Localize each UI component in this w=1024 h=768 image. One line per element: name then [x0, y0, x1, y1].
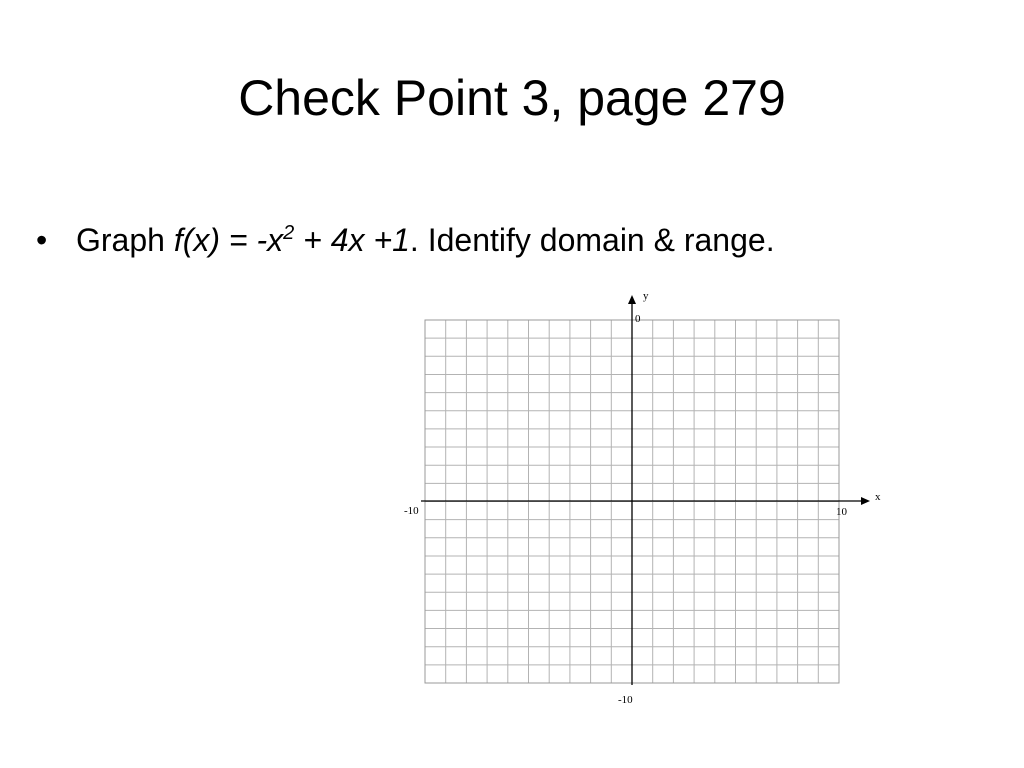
y-min-label: -10: [618, 694, 633, 706]
bullet-text: [76, 214, 896, 266]
slide-title: Check Point 3, page 279: [238, 70, 786, 126]
function-expression: [174, 222, 410, 258]
y-axis-arrow: [628, 295, 636, 304]
grid-svg: [396, 285, 896, 710]
coordinate-grid: [396, 285, 896, 710]
bullet-instruction: . Identify domain & range.: [409, 222, 775, 258]
function-exponent: 2: [283, 222, 295, 244]
y-max-label: 0: [635, 313, 641, 325]
x-max-label: 10: [836, 506, 847, 518]
function-expression-rest: + 4x +1: [294, 222, 410, 258]
x-axis-arrow: [861, 497, 870, 505]
x-axis-label: x: [875, 491, 881, 503]
bullet-marker: •: [36, 222, 48, 258]
bullet-lead: Graph: [76, 222, 174, 258]
y-axis-label: y: [643, 290, 649, 302]
function-expression-start: f(x) = -x: [173, 222, 284, 258]
x-min-label: -10: [404, 505, 419, 517]
